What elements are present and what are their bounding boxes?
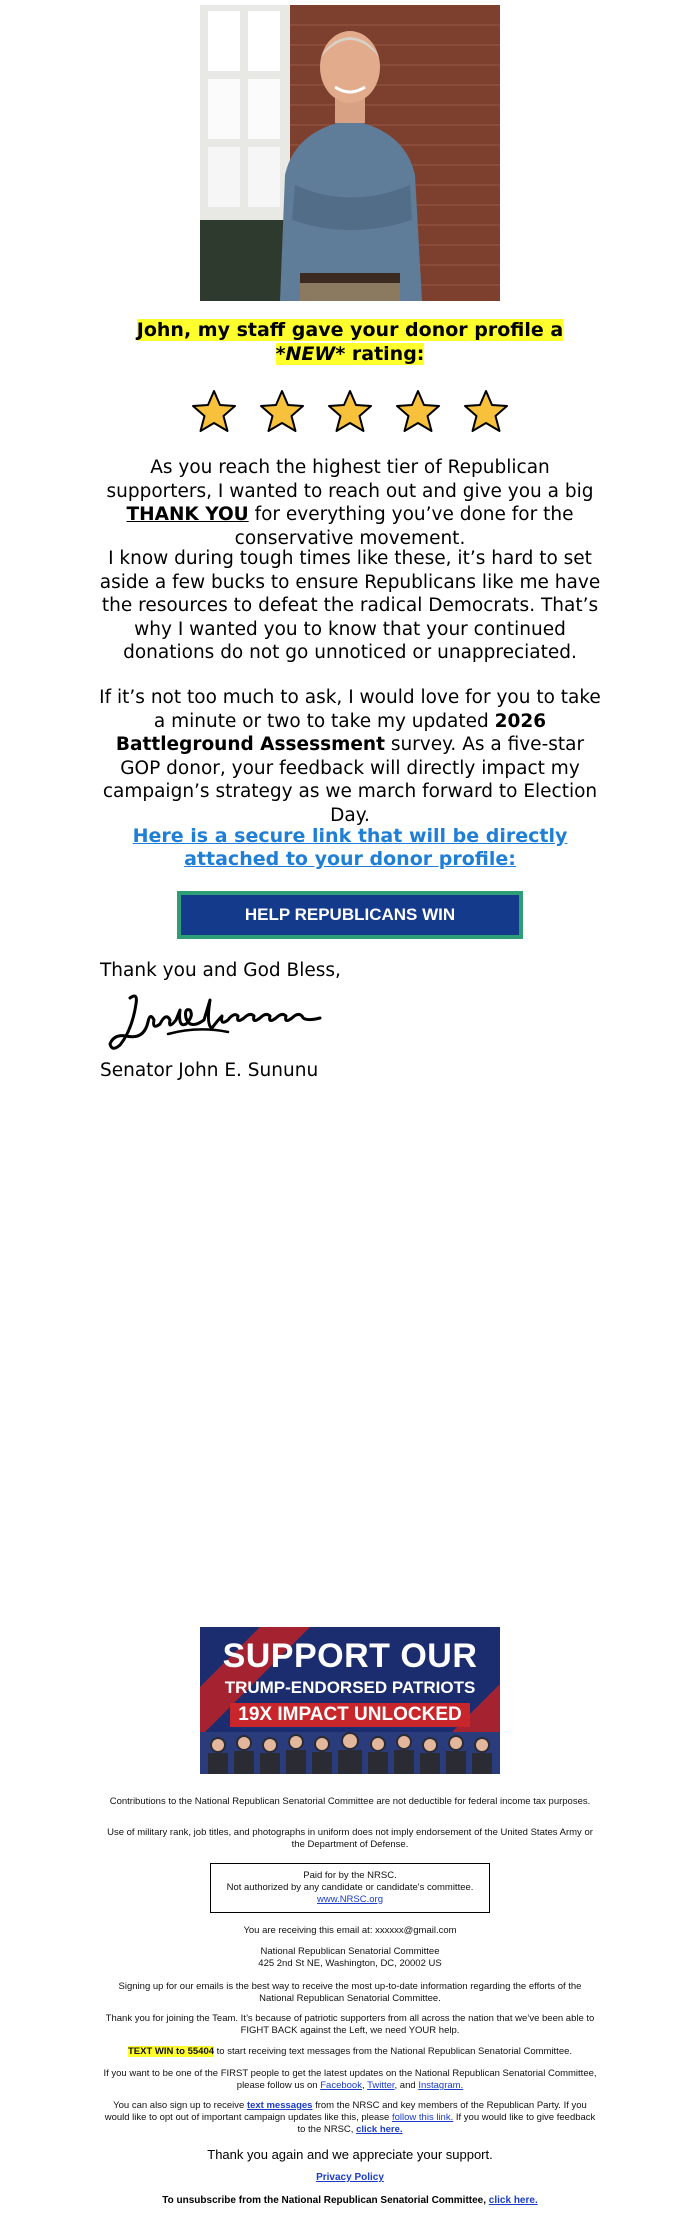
signature-image [108, 990, 323, 1055]
thank-again: Thank you again and we appreciate your support. [207, 2147, 493, 2162]
banner-line-1: SUPPORT OUR [222, 1637, 478, 1675]
headline [100, 318, 600, 366]
optout-link[interactable]: follow this link. [391, 2112, 454, 2123]
receiving-email-notice: You are receiving this email at: xxxxxx@gmail.com [243, 1925, 457, 1936]
headline-text-after: rating: [345, 343, 425, 365]
social-follow-notice: If you want to be one of the FIRST people to get the latest updates on the National Republican Senatorial Committee, please follow us on Facebook, Twitter, and Instagram. [103, 2068, 597, 2091]
support-patriots-banner[interactable] [200, 1627, 500, 1774]
team-thanks: Thank you for joining the Team. It’s because of patriotic supporters from all across the nation that we’ve been able to FIGHT BACK against the Left, we need YOUR help. [105, 2013, 595, 2036]
unsubscribe-link[interactable]: click here. [488, 2195, 538, 2206]
feedback-link[interactable]: click here. [356, 2124, 403, 2135]
unsubscribe-notice: To unsubscribe from the National Republican Senatorial Committee, click here. [162, 2195, 538, 2206]
headline-highlight [137, 319, 563, 365]
banner-impact-strip [230, 1703, 470, 1727]
signer-name: Senator John E. Sununu [100, 1060, 319, 1081]
text-win-keyword: TEXT WIN to 55404 [127, 2046, 215, 2057]
secure-donor-link[interactable]: Here is a secure link that will be directly attached to your donor profile: [132, 825, 568, 870]
text-win-notice: TEXT WIN to 55404 to start receiving text messages from the National Republican Senatorial Committee. [127, 2046, 573, 2057]
banner-line-2: TRUMP-ENDORSED PATRIOTS [224, 1678, 476, 1697]
body-paragraph-3: If it’s not too much to ask, I would love for you to take a minute or two to take my updated 2026 Battleground Assessment survey. As a five-star GOP donor, your feedback will directly impact my campaign’s strategy as we march forward to Election Day. [99, 687, 601, 826]
signoff-thanks: Thank you and God Bless, [100, 960, 341, 981]
headline-text-before: John, my staff gave your donor profile a [136, 319, 564, 341]
star-icon [462, 388, 510, 436]
org-address: 425 2nd St NE, Washington, DC, 20002 US [258, 1958, 442, 1969]
survey-name: 2026 Battleground Assessment [115, 710, 547, 755]
sms-optout-notice: You can also sign up to receive text messages from the NRSC and key members of the Republican Party. If you would like to opt out of important campaign updates like this, please follow this link. If you would like to give feedback to the NRSC, click here. [104, 2100, 596, 2135]
body-paragraph-1: As you reach the highest tier of Republican supporters, I wanted to reach out and give you a big THANK YOU for everything you’ve done for the conservative movement. [106, 457, 594, 549]
twitter-link[interactable]: Twitter [367, 2080, 395, 2091]
nrsc-site-link[interactable]: www.NRSC.org [317, 1894, 383, 1905]
headline-new-tag: *NEW* [275, 343, 346, 365]
star-icon [258, 388, 306, 436]
thank-you-emphasis: THANK YOU [126, 504, 249, 525]
paid-for-box [210, 1863, 490, 1913]
privacy-policy-wrap [100, 2172, 600, 2183]
five-star-rating [0, 388, 700, 442]
facebook-link[interactable]: Facebook [320, 2080, 362, 2091]
org-name: National Republican Senatorial Committee [260, 1946, 440, 1957]
body-paragraph-2: I know during tough times like these, it’s hard to set aside a few bucks to ensure Republicans like me have the resources to defeat the radical Democrats. That’s why I wanted you to know that your continued donations do not go unnoticed or unappreciated. [99, 548, 601, 663]
text-messages-link[interactable]: text messages [246, 2100, 313, 2111]
military-disclaimer: Use of military rank, job titles, and photographs in uniform does not imply endorsement of the United States Army or the Department of Defense. [107, 1827, 593, 1850]
tax-disclaimer: Contributions to the National Republican Senatorial Committee are not deductible for federal income tax purposes. [109, 1796, 591, 1807]
star-icon [190, 388, 238, 436]
help-republicans-win-button[interactable]: HELP REPUBLICANS WIN [177, 891, 523, 939]
star-icon [326, 388, 374, 436]
banner-line-3: 19X IMPACT UNLOCKED [238, 1704, 462, 1725]
not-authorized-text: Not authorized by any candidate or candidate's committee. [226, 1882, 474, 1893]
hero-photo [200, 5, 500, 301]
instagram-link[interactable]: Instagram. [418, 2080, 464, 2091]
privacy-policy-link[interactable]: Privacy Policy [316, 2172, 384, 2183]
paid-by-text: Paid for by the NRSC. [303, 1870, 397, 1881]
signup-notice: Signing up for our emails is the best way to receive the most up-to-date information regarding the efforts of the National Republican Senatorial Committee. [118, 1981, 582, 2004]
star-icon [394, 388, 442, 436]
